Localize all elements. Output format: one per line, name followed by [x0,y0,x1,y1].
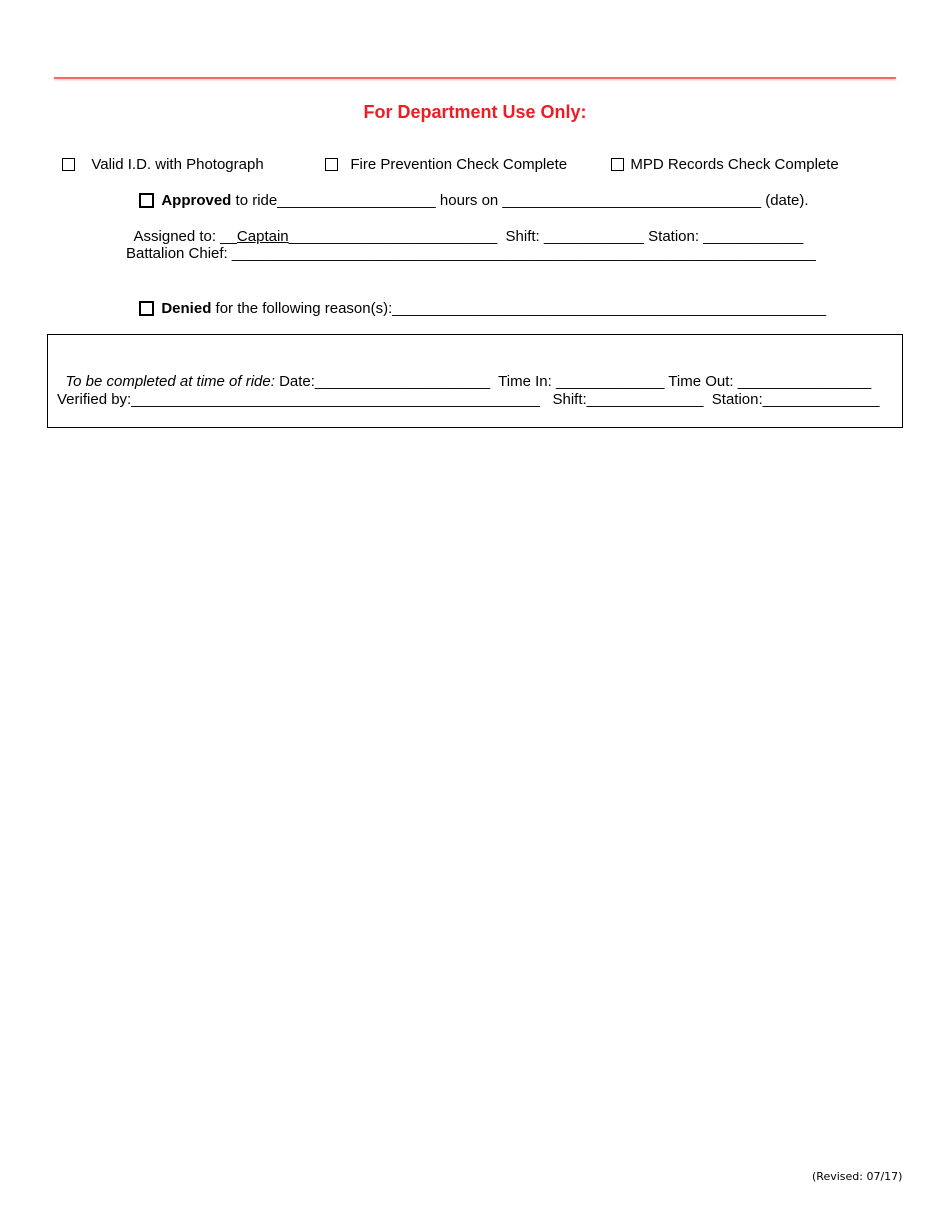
revision-note: (Revised: 07/17) [812,1170,903,1183]
denied-row [131,282,826,318]
approved-checkbox[interactable] [139,193,154,208]
assigned-to-value[interactable]: Captain [236,228,289,245]
denied-label: Denied [161,300,212,317]
denied-checkbox[interactable] [139,301,154,316]
approved-label: Approved [161,192,232,209]
verified-by-row[interactable]: Verified by:_________________________________________________ Shift:______________ Station:______________ [57,391,880,408]
battalion-chief-field[interactable]: Battalion Chief: ______________________________________________________________________ [126,245,816,262]
denied-reason-field[interactable]: for the following reason(s):____________________________________________________ [211,300,827,317]
valid-id-label: Valid I.D. with Photograph [91,156,264,173]
date-time-fields[interactable]: Date:_____________________ Time In: _____________ Time Out: ________________ [274,373,872,390]
valid-id-checkbox[interactable] [62,158,75,171]
fire-prevention-checkbox[interactable] [325,158,338,171]
fire-prevention-label: Fire Prevention Check Complete [350,156,568,173]
mpd-records-checkbox[interactable] [611,158,624,171]
approved-row [131,174,809,210]
assigned-shift-station-fields[interactable]: _________________________ Shift: ____________ Station: ____________ [288,228,804,245]
fire-prevention-check-item[interactable] [317,138,567,174]
assigned-row [126,210,803,246]
section-heading: For Department Use Only: [363,102,587,122]
completed-at-ride-label: To be completed at time of ride: [65,373,275,390]
valid-id-check-item[interactable] [54,138,264,174]
assigned-prefix: Assigned to: __ [133,228,237,245]
approved-ride-fields[interactable]: to ride___________________ hours on _______________________________ (date). [231,192,809,209]
ride-date-time-row [57,355,871,391]
red-divider-line [54,77,896,79]
mpd-records-label: MPD Records Check Complete [630,156,839,173]
mpd-records-check-item[interactable] [603,138,839,174]
